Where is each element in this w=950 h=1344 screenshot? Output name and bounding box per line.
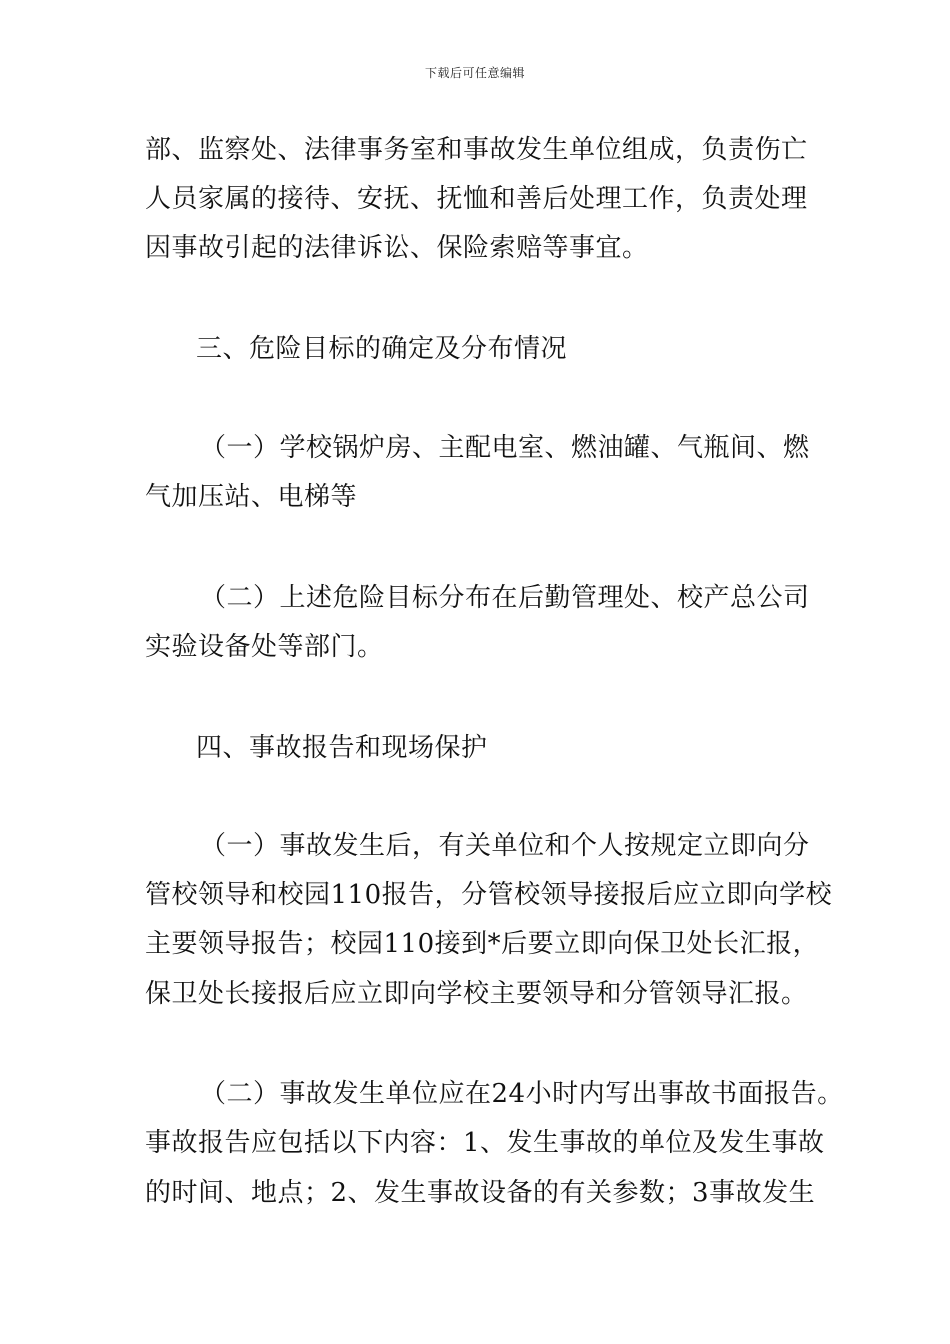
section-heading: 四、事故报告和现场保护 [196, 733, 488, 763]
paragraph-line: 管校领导和校园110报告，分管校领导接报后应立即向学校 [145, 880, 833, 910]
paragraph-line: 的时间、地点；2、发生事故设备的有关参数；3事故发生 [145, 1178, 816, 1208]
page-header: 下载后可任意编辑 [424, 66, 525, 80]
paragraph-line: 因事故引起的法律诉讼、保险索赔等事宜。 [145, 233, 649, 263]
paragraph-line: 事故报告应包括以下内容：1、发生事故的单位及发生事故 [145, 1128, 825, 1158]
paragraph-line: 主要领导报告；校园110接到*后要立即向保卫处长汇报， [145, 929, 820, 959]
paragraph-line: 人员家属的接待、安抚、抚恤和善后处理工作，负责处理 [145, 184, 808, 214]
paragraph-line: （一）事故发生后，有关单位和个人按规定立即向分 [200, 831, 810, 861]
paragraph-line: （二）上述危险目标分布在后勤管理处、校产总公司 [200, 583, 810, 613]
paragraph-line: 气加压站、电梯等 [145, 482, 358, 512]
paragraph-line: 部、监察处、法律事务室和事故发生单位组成，负责伤亡 [145, 135, 808, 165]
paragraph-line: 保卫处长接报后应立即向学校主要领导和分管领导汇报。 [145, 979, 808, 1009]
paragraph-line: 实验设备处等部门。 [145, 632, 384, 662]
paragraph-line: （一）学校锅炉房、主配电室、燃油罐、气瓶间、燃 [200, 433, 810, 463]
section-heading: 三、危险目标的确定及分布情况 [196, 334, 568, 364]
paragraph-line: （二）事故发生单位应在24小时内写出事故书面报告。 [200, 1079, 844, 1109]
